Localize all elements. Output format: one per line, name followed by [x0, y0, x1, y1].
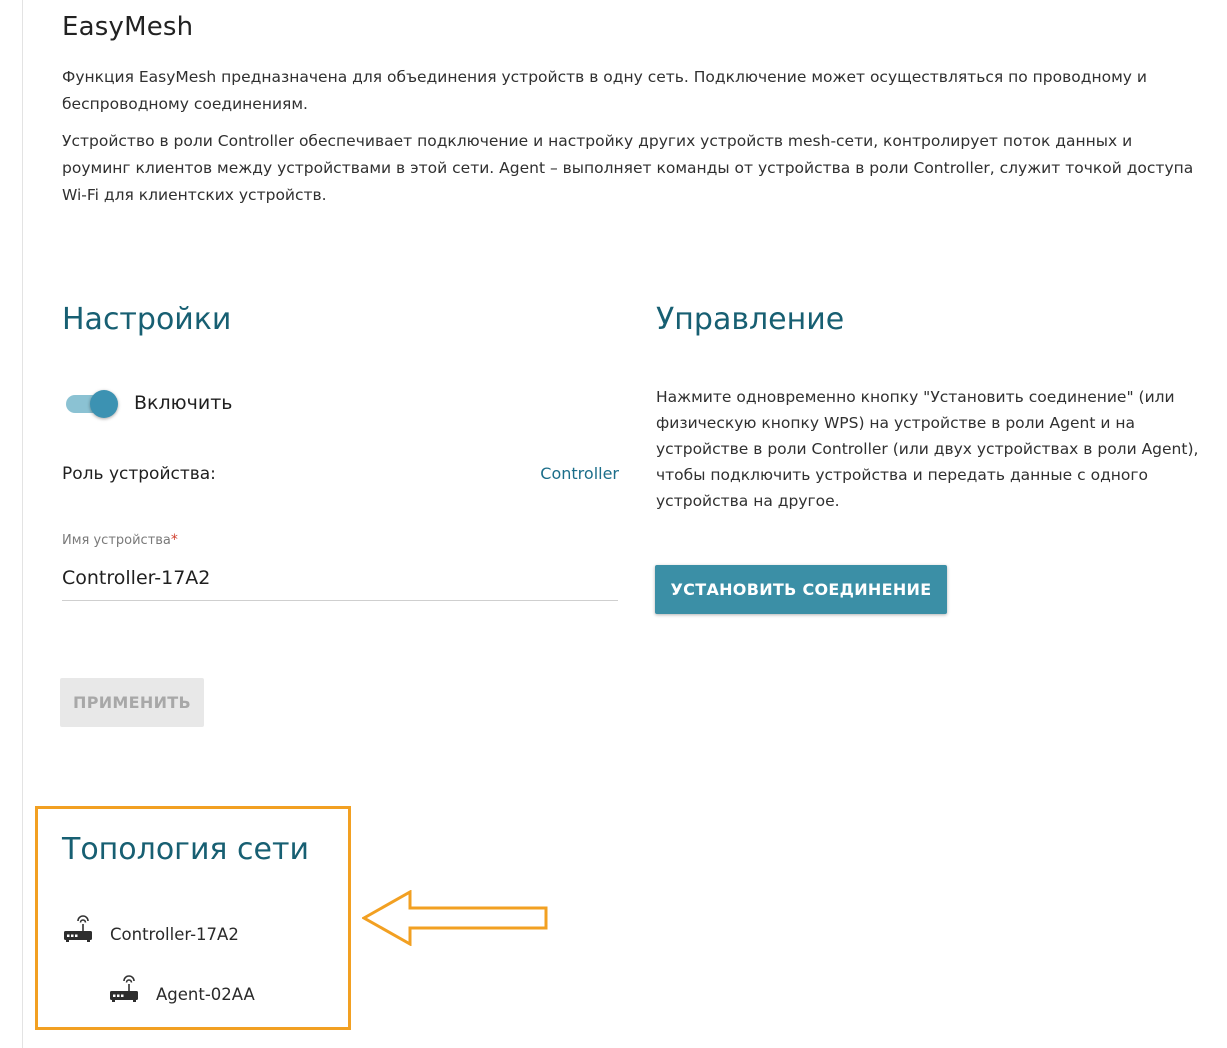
intro-paragraph-1: Функция EasyMesh предназначена для объединения устройств в одну сеть. Подключение может осуществляться по проводному и беспроводному соединениям.: [62, 68, 1147, 113]
apply-button[interactable]: ПРИМЕНИТЬ: [60, 678, 204, 727]
management-description: Нажмите одновременно кнопку "Установить соединение" (или физическую кнопку WPS) на устройстве в роли Agent и на устройстве в роли Controller (или двух устройствах в роли Agent), чтобы подключить устройства и передать данные с одного устройства на другое.: [656, 388, 1199, 510]
enable-label: Включить: [134, 392, 233, 414]
topology-node-label: Agent-02AA: [156, 984, 255, 1004]
left-divider: [22, 0, 23, 1048]
connect-button[interactable]: УСТАНОВИТЬ СОЕДИНЕНИЕ: [655, 565, 947, 614]
page-title: EasyMesh: [62, 12, 194, 42]
required-mark: *: [170, 532, 178, 548]
topology-title: Топология сети: [62, 832, 309, 867]
device-role-label: Роль устройства:: [62, 464, 216, 484]
router-icon: [108, 972, 142, 1006]
topology-node-agent[interactable]: [108, 972, 255, 1006]
management-title: Управление: [656, 302, 845, 337]
device-name-label-text: Имя устройства: [62, 533, 171, 548]
device-name-label: [62, 532, 178, 548]
settings-title: Настройки: [62, 302, 232, 337]
router-icon: [62, 912, 96, 946]
enable-toggle[interactable]: [66, 390, 118, 418]
device-name-input[interactable]: [62, 556, 618, 601]
device-role-value: Controller: [540, 464, 619, 483]
left-arrow-icon: [362, 890, 552, 946]
topology-node-label: Controller-17A2: [110, 924, 239, 944]
intro-paragraph-2: Устройство в роли Controller обеспечивает подключение и настройку других устройств mesh-сети, контролирует поток данных и роуминг клиентов между устройствами в этой сети. Agent – выполняет команды от устройства в роли Controller, служит точкой доступа Wi-Fi для клиентских устройств.: [62, 132, 1194, 204]
toggle-knob: [90, 390, 118, 418]
topology-node-controller[interactable]: [62, 912, 239, 946]
